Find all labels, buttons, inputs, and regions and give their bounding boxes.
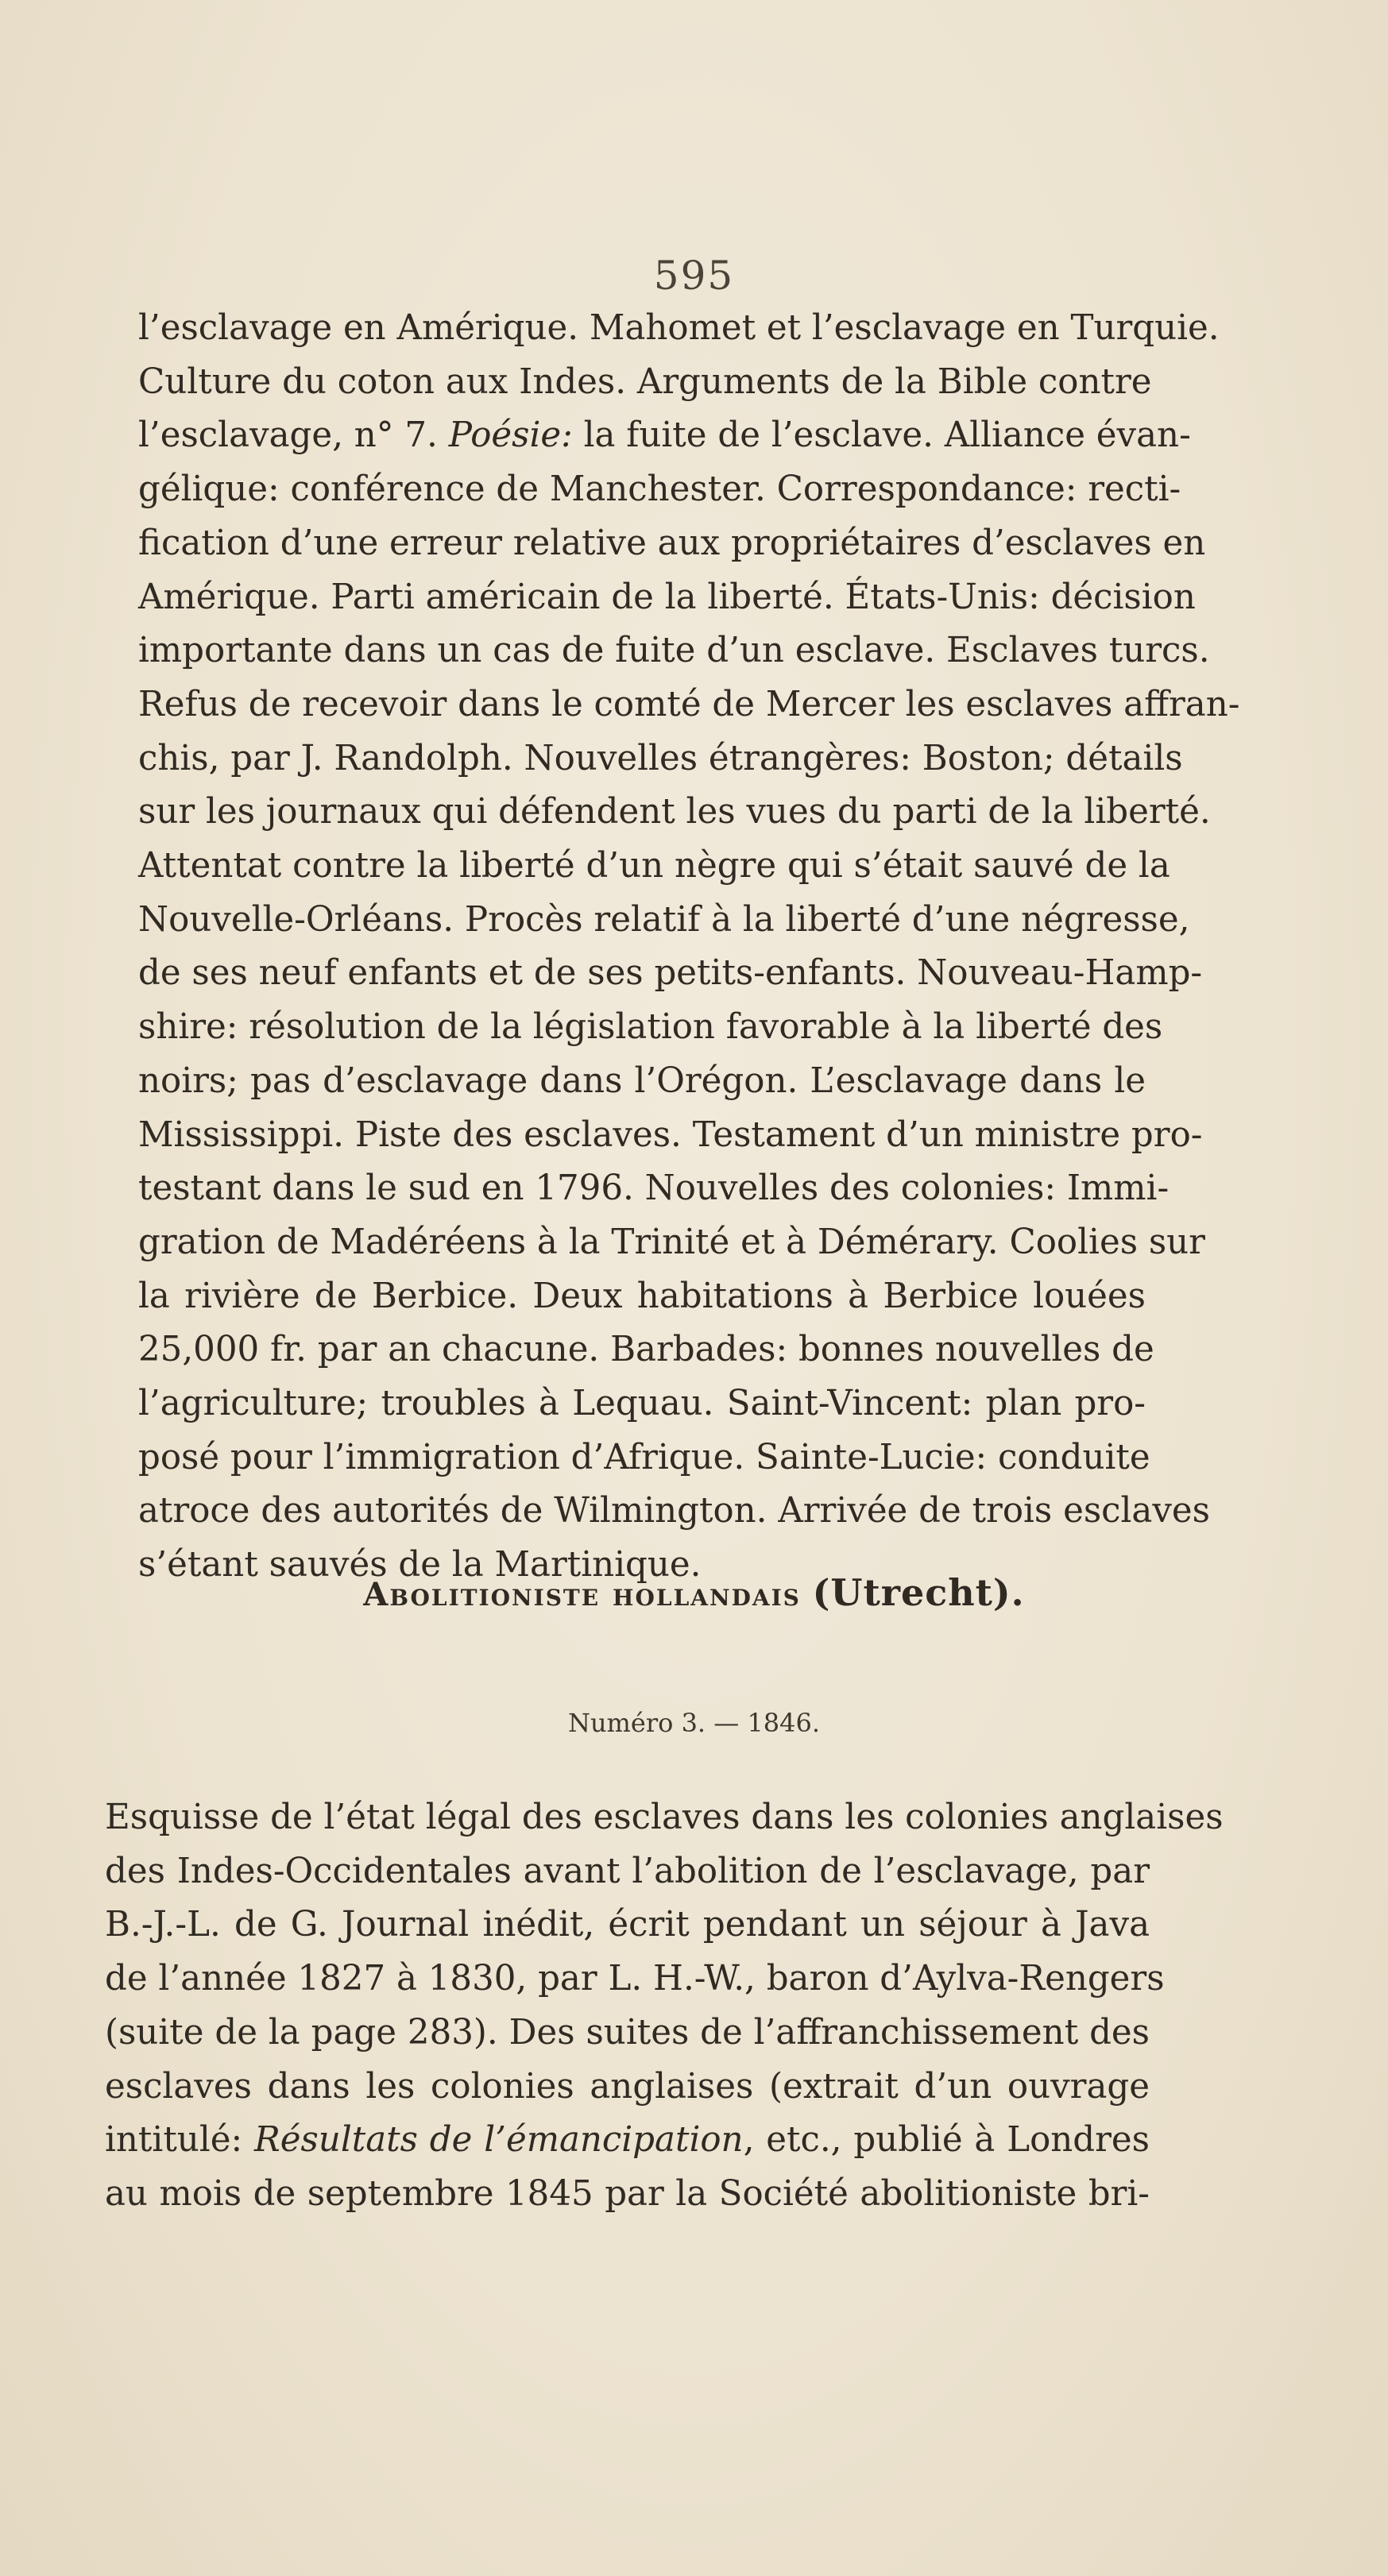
text-line: Culture du coton aux Indes. Arguments de la Bible contre xyxy=(138,361,1152,402)
text-line: des Indes-Occidentales avant l’abolition de l’esclavage, par xyxy=(105,1851,1150,1891)
text-line: de ses neuf enfants et de ses petits-enfants. Nouveau-Hamp- xyxy=(138,953,1203,994)
text-line: Esquisse de l’état légal des esclaves dans les colonies anglaises xyxy=(105,1798,1224,1837)
text-line: esclaves dans les colonies anglaises (extrait d’un ouvrage xyxy=(105,2066,1150,2107)
text-line: shire: résolution de la législation favorable à la liberté des xyxy=(138,1007,1163,1048)
text-line: l’agriculture; troubles à Lequau. Saint-Vincent: plan pro- xyxy=(138,1384,1146,1424)
section-heading xyxy=(0,1571,1388,1614)
text-line: Attentat contre la liberté d’un nègre qui s’était sauvé de la xyxy=(138,846,1170,886)
issue-contents-paragraph xyxy=(105,1791,1224,2222)
text-line: s’étant sauvés de la Martinique. xyxy=(138,1545,702,1585)
text-line: noirs; pas d’esclavage dans l’Orégon. L’esclavage dans le xyxy=(138,1060,1146,1101)
text-line: B.-J.-L. de G. Journal inédit, écrit pendant un séjour à Java xyxy=(105,1905,1150,1945)
text-line: fication d’une erreur relative aux propriétaires d’esclaves en xyxy=(138,523,1206,563)
text-line: posé pour l’immigration d’Afrique. Sainte-Lucie: conduite xyxy=(138,1437,1150,1477)
text-line: Refus de recevoir dans le comté de Mercer les esclaves affran- xyxy=(138,684,1240,724)
text-line: chis, par J. Randolph. Nouvelles étrangères: Boston; détails xyxy=(138,738,1183,778)
table-of-contents-paragraph xyxy=(138,302,1240,1593)
page-number: 595 xyxy=(653,253,735,299)
text-line: Nouvelle-Orléans. Procès relatif à la liberté d’une négresse, xyxy=(138,899,1190,940)
text-line: atroce des autorités de Wilmington. Arrivée de trois esclaves xyxy=(138,1491,1210,1531)
text-line: la rivière de Berbice. Deux habitations à Berbice louées xyxy=(138,1276,1146,1316)
text-line: sur les journaux qui défendent les vues du parti de la liberté. xyxy=(138,792,1211,832)
text-line: Amérique. Parti américain de la liberté. États-Unis: décision xyxy=(138,577,1196,617)
text-line: Mississippi. Piste des esclaves. Testament d’un ministre pro- xyxy=(138,1114,1203,1155)
text-line: gration de Madéréens à la Trinité et à Démérary. Coolies sur xyxy=(138,1222,1205,1262)
text-line: l’esclavage en Amérique. Mahomet et l’esclavage en Turquie. xyxy=(138,308,1220,348)
journal-city: (Utrecht). xyxy=(812,1571,1025,1614)
text-line: de l’année 1827 à 1830, par L. H.-W., baron d’Aylva-Rengers xyxy=(105,1959,1165,1999)
issue-number: Numéro 3. — 1846. xyxy=(567,1708,821,1738)
text-line: (suite de la page 283). Des suites de l’affranchissement des xyxy=(105,2012,1150,2053)
text-line: gélique: conférence de Manchester. Correspondance: recti- xyxy=(138,469,1181,510)
text-line: testant dans le sud en 1796. Nouvelles des colonies: Immi- xyxy=(138,1168,1170,1209)
text-line: intitulé: Résultats de l’émancipation, etc., publié à Londres xyxy=(105,2120,1150,2161)
text-line: 25,000 fr. par an chacune. Barbades: bonnes nouvelles de xyxy=(138,1330,1154,1370)
text-line: au mois de septembre 1845 par la Société abolitioniste bri- xyxy=(105,2173,1150,2214)
text-line: importante dans un cas de fuite d’un esclave. Esclaves turcs. xyxy=(138,631,1210,671)
text-line: l’esclavage, n° 7. Poésie: la fuite de l’esclave. Alliance évan- xyxy=(138,415,1191,456)
journal-title: Abolitioniste hollandais xyxy=(363,1576,801,1613)
